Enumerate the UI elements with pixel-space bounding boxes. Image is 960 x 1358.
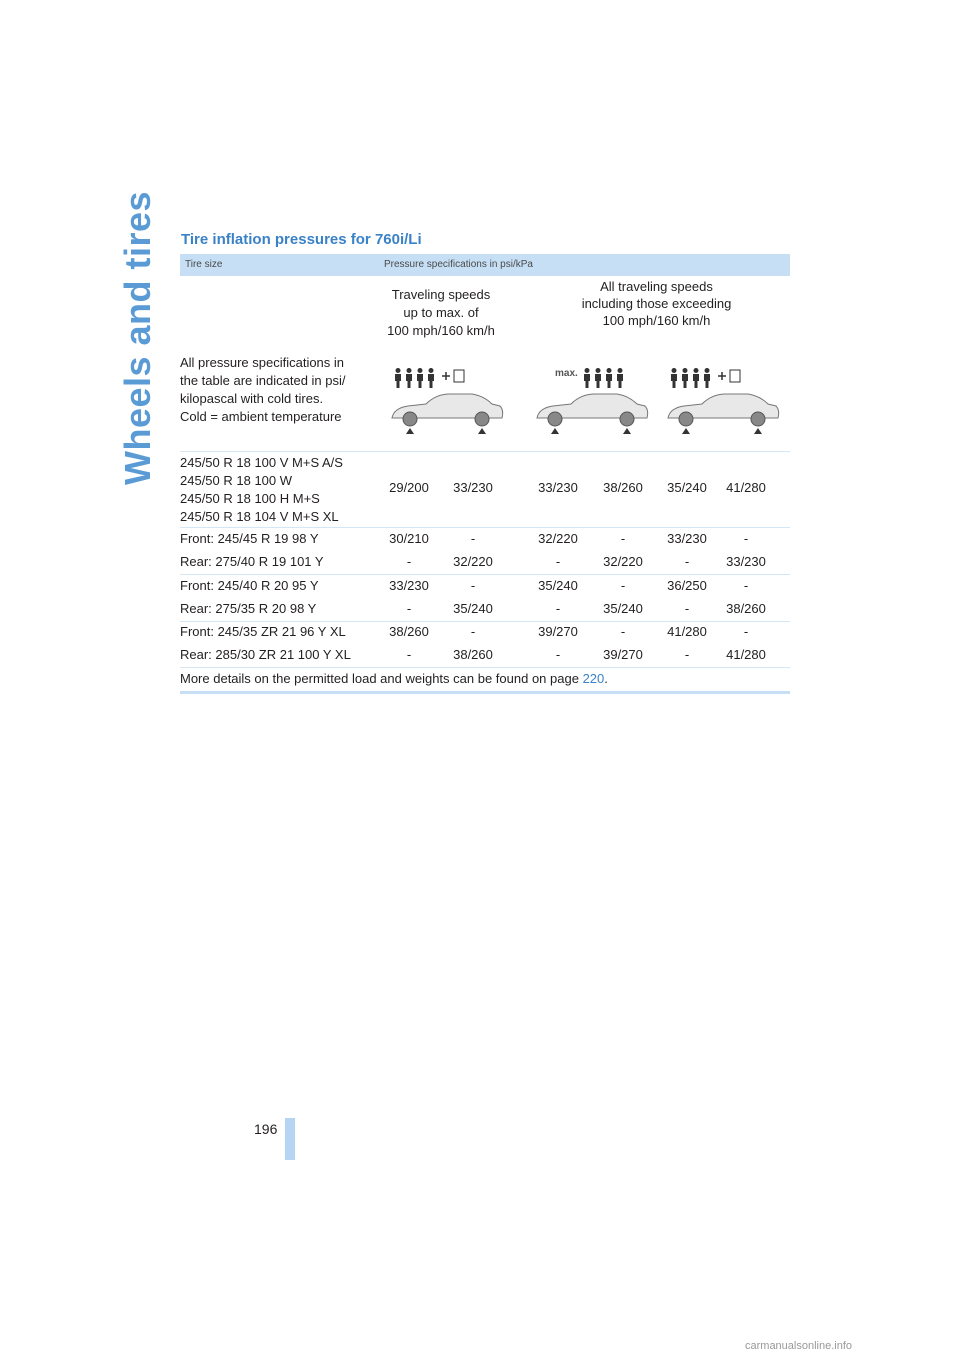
side-title-text: Wheels and tires xyxy=(117,190,158,485)
group-header-2-line: 100 mph/160 km/h xyxy=(602,313,711,328)
max-label: max. xyxy=(555,368,578,379)
value-cell: - xyxy=(406,647,412,662)
value-cell: 33/230 xyxy=(389,578,429,593)
value-cell: 38/260 xyxy=(453,647,493,662)
value-cell: - xyxy=(620,578,626,593)
value-cell: 33/230 xyxy=(538,480,578,495)
table-row xyxy=(180,552,790,572)
passengers-luggage-icon xyxy=(395,368,464,388)
tire-size-cell: Front: 245/45 R 19 98 Y xyxy=(180,531,319,546)
passengers-icon xyxy=(584,368,623,388)
value-cell: - xyxy=(555,601,561,616)
passengers-luggage-icon xyxy=(671,368,740,388)
group-header-1-line: up to max. of xyxy=(403,305,479,320)
tire-size-cell: Rear: 275/40 R 19 101 Y xyxy=(180,554,324,569)
value-cell: 33/230 xyxy=(453,480,493,495)
value-cell: - xyxy=(620,624,626,639)
table-row xyxy=(180,576,790,596)
value-cell: - xyxy=(743,578,749,593)
units-note-line: Cold = ambient temperature xyxy=(180,409,342,424)
value-cell: 39/270 xyxy=(538,624,578,639)
car-side-icon xyxy=(668,394,779,434)
value-cell: - xyxy=(684,647,690,662)
value-cell: 32/220 xyxy=(453,554,493,569)
group-header-2-line: including those exceeding xyxy=(581,296,732,311)
table-bottom-border xyxy=(180,691,790,694)
car-load-max-icon xyxy=(533,362,651,440)
value-cell: 38/260 xyxy=(726,601,766,616)
value-cell: - xyxy=(684,601,690,616)
page-marker-bar xyxy=(285,1118,295,1160)
table-row xyxy=(180,622,790,642)
header-tire-size: Tire size xyxy=(185,259,223,270)
group-header-1-line: Traveling speeds xyxy=(391,287,491,302)
car-load-partial-icon-2 xyxy=(664,362,782,440)
group-header-1-line: 100 mph/160 km/h xyxy=(387,323,495,338)
value-cell: 36/250 xyxy=(667,578,707,593)
footer-period: . xyxy=(604,671,608,686)
value-cell: 41/280 xyxy=(726,647,766,662)
table-row-values xyxy=(180,480,790,498)
tire-size-cell: Front: 245/35 ZR 21 96 Y XL xyxy=(180,624,346,639)
car-side-icon xyxy=(537,394,648,434)
table-row xyxy=(180,599,790,619)
tire-line: 245/50 R 18 100 V M+S A/S xyxy=(180,455,343,470)
units-note xyxy=(180,354,365,426)
value-cell: - xyxy=(470,624,476,639)
value-cell: - xyxy=(555,554,561,569)
value-cell: - xyxy=(555,647,561,662)
car-load-partial-icon xyxy=(388,362,506,440)
value-cell: - xyxy=(684,554,690,569)
value-cell: - xyxy=(406,601,412,616)
group-header-2 xyxy=(560,278,753,329)
side-section-title xyxy=(117,190,158,485)
watermark: carmanualsonline.info xyxy=(745,1340,853,1352)
header-pressure-spec: Pressure specifications in psi/kPa xyxy=(384,259,533,270)
value-cell: - xyxy=(470,531,476,546)
value-cell: 39/270 xyxy=(603,647,643,662)
divider xyxy=(180,574,790,575)
divider xyxy=(180,451,790,452)
group-header-1 xyxy=(378,286,504,340)
value-cell: 35/240 xyxy=(603,601,643,616)
tire-size-cell: Rear: 275/35 R 20 98 Y xyxy=(180,601,317,616)
value-cell: 41/280 xyxy=(726,480,766,495)
value-cell: 32/220 xyxy=(603,554,643,569)
value-cell: 29/200 xyxy=(389,480,429,495)
car-side-icon xyxy=(392,394,503,434)
tire-size-cell: Rear: 285/30 ZR 21 100 Y XL xyxy=(180,647,351,662)
value-cell: - xyxy=(743,531,749,546)
divider xyxy=(180,527,790,528)
units-note-line: All pressure specifications in xyxy=(180,355,345,370)
value-cell: 30/210 xyxy=(389,531,429,546)
value-cell: 33/230 xyxy=(726,554,766,569)
tire-line: 245/50 R 18 100 H M+S xyxy=(180,491,320,506)
value-cell: 38/260 xyxy=(603,480,643,495)
tire-line: 245/50 R 18 100 W xyxy=(180,473,293,488)
table-row xyxy=(180,645,790,665)
value-cell: - xyxy=(406,554,412,569)
section-title: Tire inflation pressures for 760i/Li xyxy=(181,231,422,248)
group-header-2-line: All traveling speeds xyxy=(600,279,713,294)
footer-note xyxy=(180,671,608,686)
divider xyxy=(180,667,790,668)
value-cell: 38/260 xyxy=(389,624,429,639)
table-header xyxy=(180,254,790,276)
units-note-line: the table are indicated in psi/ xyxy=(180,373,346,388)
value-cell: - xyxy=(470,578,476,593)
footer-text: More details on the permitted load and weights can be found on page xyxy=(180,671,579,686)
pressure-table xyxy=(180,254,790,686)
page-link[interactable]: 220 xyxy=(582,671,605,686)
value-cell: - xyxy=(743,624,749,639)
value-cell: - xyxy=(620,531,626,546)
units-note-line: kilopascal with cold tires. xyxy=(180,391,324,406)
value-cell: 35/240 xyxy=(538,578,578,593)
page-number: 196 xyxy=(254,1121,278,1137)
value-cell: 33/230 xyxy=(667,531,707,546)
table-row xyxy=(180,529,790,549)
value-cell: 35/240 xyxy=(453,601,493,616)
tire-line: 245/50 R 18 104 V M+S XL xyxy=(180,509,339,524)
tire-size-cell: Front: 245/40 R 20 95 Y xyxy=(180,578,319,593)
value-cell: 32/220 xyxy=(538,531,578,546)
value-cell: 41/280 xyxy=(667,624,707,639)
value-cell: 35/240 xyxy=(667,480,707,495)
